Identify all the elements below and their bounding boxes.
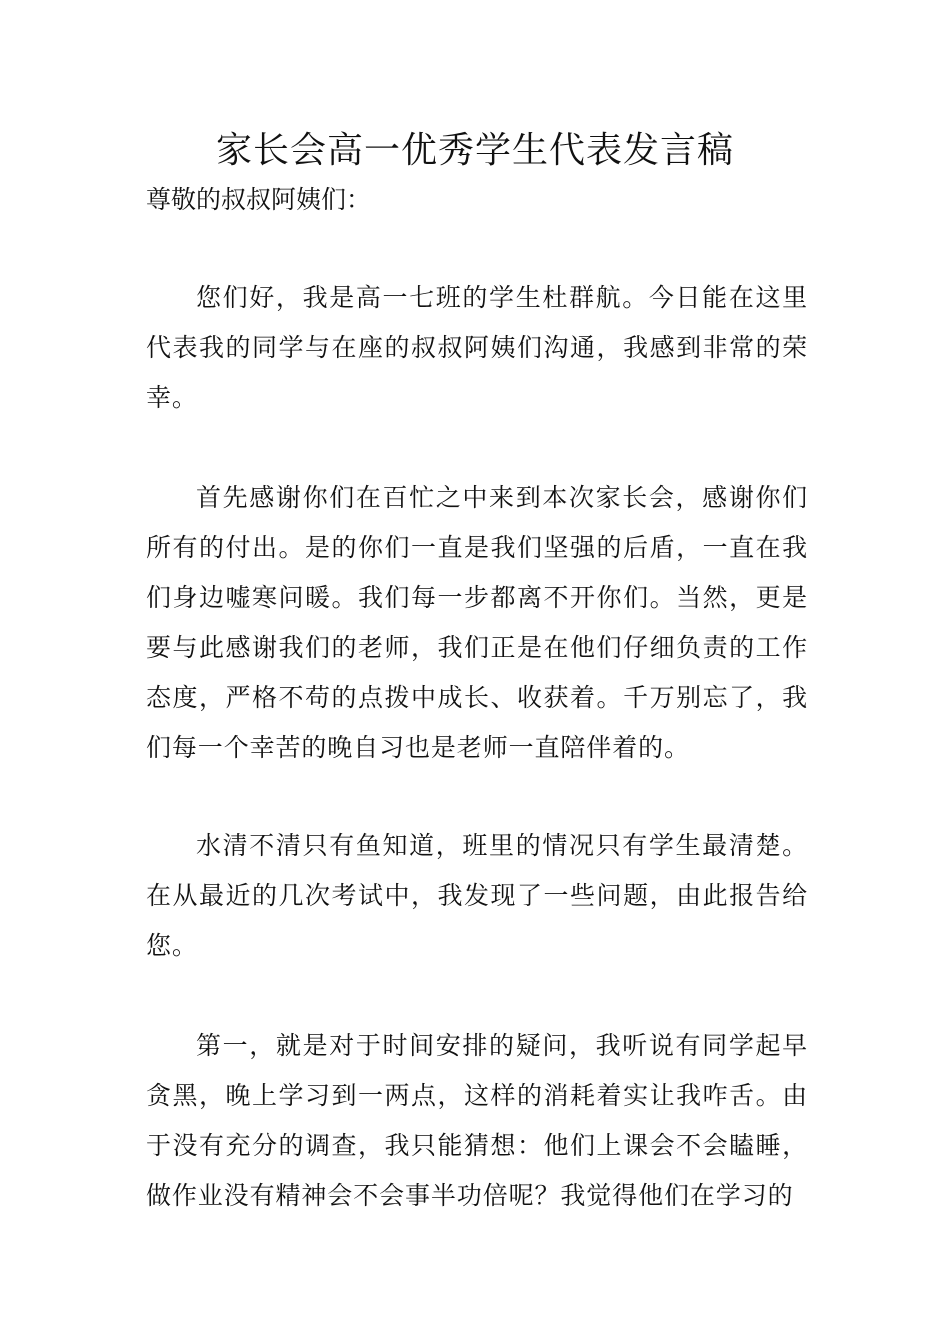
paragraph: 水清不清只有鱼知道，班里的情况只有学生最清楚。在从最近的几次考试中，我发现了一些问题，由此报告给您。 [146,831,808,960]
paragraph: 您们好，我是高一七班的学生杜群航。今日能在这里代表我的同学与在座的叔叔阿姨们沟通，我感到非常的荣幸。 [146,283,808,412]
salutation: 尊敬的叔叔阿姨们： [146,185,372,214]
paragraph: 首先感谢你们在百忙之中来到本次家长会，感谢你们所有的付出。是的你们一直是我们坚强的后盾，一直在我们身边嘘寒问暖。我们每一步都离不开你们。当然，更是要与此感谢我们的老师，我们正是在他们仔细负责的工作态度，严格不苟的点拨中成长、收获着。千万别忘了，我们每一个幸苦的晚自习也是老师一直陪伴着的。 [146,483,808,762]
document-title: 家长会高一优秀学生代表发言稿 [215,130,734,171]
paragraph: 第一，就是对于时间安排的疑问，我听说有同学起早贪黑，晚上学习到一两点，这样的消耗着实让我咋舌。由于没有充分的调查，我只能猜想：他们上课会不会瞌睡，做作业没有精神会不会事半功倍呢？我觉得他们在学习的 [146,1031,808,1210]
